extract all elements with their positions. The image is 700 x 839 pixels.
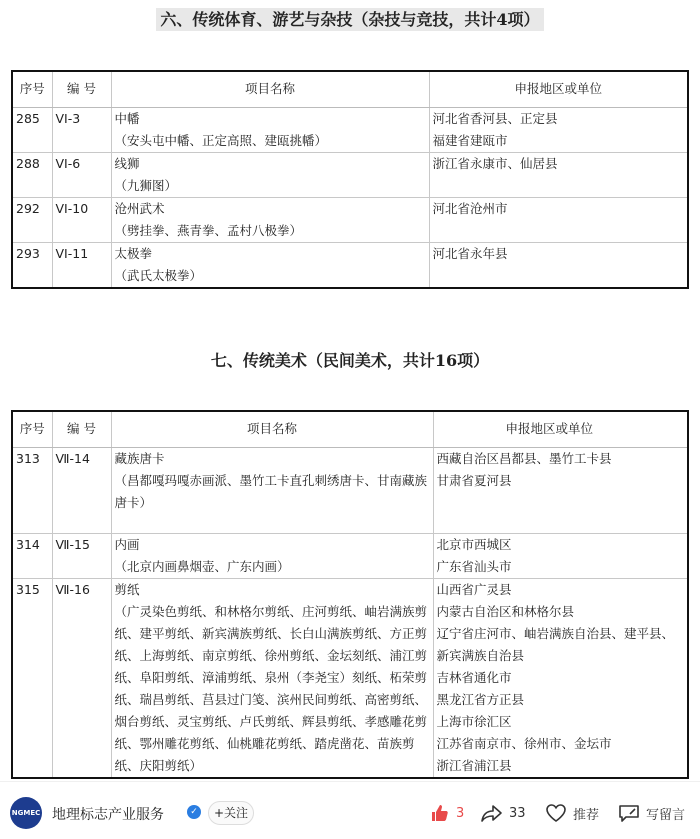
row-name: 内画 （北京内画鼻烟壶、广东内画） xyxy=(111,533,433,578)
col-code: 编 号 xyxy=(52,71,111,107)
row-name: 线狮 （九狮图） xyxy=(111,152,429,197)
account-avatar[interactable]: NGMEC xyxy=(10,797,42,829)
account-name[interactable]: 地理标志产业服务 xyxy=(52,807,164,823)
col-num: 序号 xyxy=(12,71,52,107)
row-region: 北京市西城区 广东省汕头市 xyxy=(433,533,688,578)
verified-icon: ✓ xyxy=(187,805,201,819)
share-count: 33 xyxy=(509,805,526,821)
row-num: 313 xyxy=(12,447,52,533)
row-num: 293 xyxy=(12,242,52,288)
row-code: VI-11 xyxy=(52,242,111,288)
table-row xyxy=(12,197,688,242)
row-num: 315 xyxy=(12,578,52,778)
recommend-button[interactable] xyxy=(545,802,599,824)
row-code: VI-6 xyxy=(52,152,111,197)
row-num: 314 xyxy=(12,533,52,578)
table-row xyxy=(12,242,688,288)
col-code: 编 号 xyxy=(52,411,111,447)
bottom-action-bar xyxy=(0,781,700,839)
row-name: 中幡 （安头屯中幡、正定高照、建瓯挑幡） xyxy=(111,107,429,152)
row-num: 285 xyxy=(12,107,52,152)
section7-title: 七、传统美术（民间美术，共计16项） xyxy=(210,351,490,370)
row-code: Ⅶ-15 xyxy=(52,533,111,578)
row-code: Ⅶ-14 xyxy=(52,447,111,533)
row-region: 浙江省永康市、仙居县 xyxy=(429,152,688,197)
row-region: 河北省香河县、正定县 福建省建瓯市 xyxy=(429,107,688,152)
row-code: Ⅶ-16 xyxy=(52,578,111,778)
table-sports xyxy=(11,70,689,289)
comment-button[interactable] xyxy=(618,802,685,824)
table-row xyxy=(12,578,688,778)
row-region: 西藏自治区昌都县、墨竹工卡县 甘肃省夏河县 xyxy=(433,447,688,533)
table-header xyxy=(12,71,688,107)
table-header xyxy=(12,411,688,447)
row-region: 山西省广灵县 内蒙古自治区和林格尔县 辽宁省庄河市、岫岩满族自治县、建平县、新宾满族自治县 吉林省通化市 黑龙江省方正县 上海市徐汇区 江苏省南京市、徐州市、金坛市 浙江省浦江县 xyxy=(433,578,688,778)
comment-label: 写留言 xyxy=(646,807,686,823)
follow-button[interactable]: +关注 xyxy=(208,801,254,825)
like-count: 3 xyxy=(456,805,465,821)
share-icon xyxy=(481,803,503,823)
table-arts xyxy=(11,410,689,779)
row-name: 藏族唐卡 （昌都嘎玛嘎赤画派、墨竹工卡直孔刺绣唐卡、甘南藏族唐卡） xyxy=(111,447,433,533)
recommend-label: 推荐 xyxy=(573,807,600,823)
share-button[interactable] xyxy=(481,802,526,824)
col-region: 申报地区或单位 xyxy=(429,71,688,107)
table-row xyxy=(12,107,688,152)
table-row xyxy=(12,447,688,533)
table-row xyxy=(12,533,688,578)
col-name: 项目名称 xyxy=(111,71,429,107)
row-region: 河北省永年县 xyxy=(429,242,688,288)
col-name: 项目名称 xyxy=(111,411,433,447)
heart-icon xyxy=(545,803,567,823)
table-row xyxy=(12,152,688,197)
section6-title: 六、传统体育、游艺与杂技（杂技与竞技，共计4项） xyxy=(0,7,700,30)
row-region: 河北省沧州市 xyxy=(429,197,688,242)
row-num: 288 xyxy=(12,152,52,197)
comment-icon xyxy=(618,803,640,823)
like-button[interactable] xyxy=(430,802,464,824)
col-num: 序号 xyxy=(12,411,52,447)
row-name: 太极拳 （武氏太极拳） xyxy=(111,242,429,288)
col-region: 申报地区或单位 xyxy=(433,411,688,447)
row-code: VI-10 xyxy=(52,197,111,242)
row-name: 沧州武术 （劈挂拳、燕青拳、孟村八极拳） xyxy=(111,197,429,242)
thumbs-up-icon xyxy=(430,803,450,823)
row-code: VI-3 xyxy=(52,107,111,152)
row-num: 292 xyxy=(12,197,52,242)
row-name: 剪纸 （广灵染色剪纸、和林格尔剪纸、庄河剪纸、岫岩满族剪纸、建平剪纸、新宾满族剪纸、长白山满族剪纸、方正剪纸、上海剪纸、南京剪纸、徐州剪纸、金坛刻纸、浦江剪纸、阜阳剪纸、漳浦剪纸、泉州（李尧宝）刻纸、柘荣剪纸、瑞昌剪纸、莒县过门笺、滨州民间剪纸、高密剪纸、烟台剪纸、灵宝剪纸、卢氏剪纸、辉县剪纸、孝感雕花剪纸、鄂州雕花剪纸、仙桃雕花剪纸、踏虎凿花、苗族剪纸、庆阳剪纸） xyxy=(111,578,433,778)
